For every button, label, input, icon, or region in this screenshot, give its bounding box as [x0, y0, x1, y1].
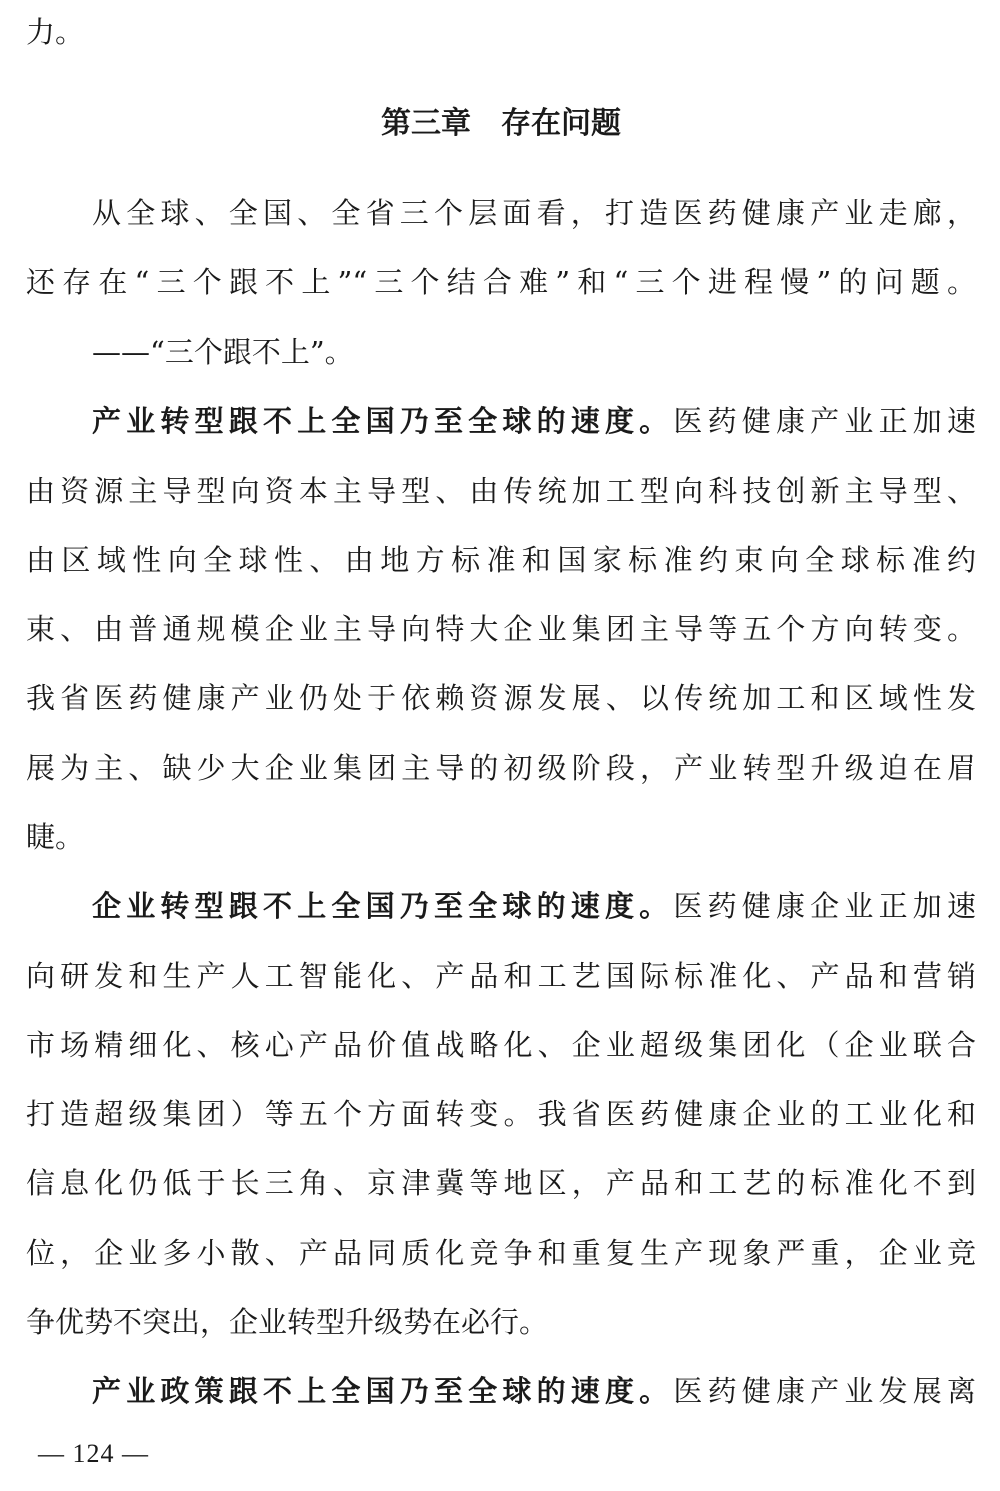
chapter-title: 第三章 存在问题 — [381, 106, 621, 141]
para2-bold-lead: 企业转型跟不上全国乃至全球的速度。 — [92, 889, 674, 923]
para1-line-4: 束、由普通规模企业主导向特大企业集团主导等五个方向转变。 — [26, 612, 976, 646]
para1-line-7: 睫。 — [26, 820, 85, 854]
para2-line-4: 打造超级集团）等五个方面转变。我省医药健康企业的工业化和 — [26, 1097, 976, 1131]
para2-line-3: 市场精细化、核心产品价值战略化、企业超级集团化（企业联合 — [26, 1028, 976, 1062]
document-page — [26, 0, 976, 1491]
top-fragment-line: 力。 — [26, 15, 85, 49]
para2-line-7: 争优势不突出，企业转型升级势在必行。 — [26, 1305, 549, 1339]
para2-line-2: 向研发和生产人工智能化、产品和工艺国际标准化、产品和营销 — [26, 959, 976, 993]
para2-line-1-rest: 医药健康企业正加速 — [673, 889, 976, 923]
para1-bold-lead: 产业转型跟不上全国乃至全球的速度。 — [92, 404, 674, 438]
section-heading: ——“三个跟不上”。 — [92, 335, 354, 369]
para2-line-5: 信息化仍低于长三角、京津冀等地区，产品和工艺的标准化不到 — [26, 1166, 976, 1200]
para2-line-1 — [26, 886, 976, 926]
para1-line-1 — [26, 401, 976, 441]
intro-line-2: 还存在“三个跟不上”“三个结合难”和“三个进程慢”的问题。 — [26, 265, 976, 299]
intro-line-1: 从全球、全国、全省三个层面看，打造医药健康产业走廊， — [92, 196, 976, 230]
para3-line-1 — [26, 1371, 976, 1411]
para1-line-2: 由资源主导型向资本主导型、由传统加工型向科技创新主导型、 — [26, 474, 976, 508]
page-number: — 124 — — [38, 1439, 149, 1468]
para1-line-5: 我省医药健康产业仍处于依赖资源发展、以传统加工和区域性发 — [26, 681, 976, 715]
para1-line-6: 展为主、缺少大企业集团主导的初级阶段，产业转型升级迫在眉 — [26, 751, 976, 785]
para1-line-3: 由区域性向全球性、由地方标准和国家标准约束向全球标准约 — [26, 543, 976, 577]
para3-line-1-rest: 医药健康产业发展离 — [673, 1374, 976, 1408]
para3-bold-lead: 产业政策跟不上全国乃至全球的速度。 — [92, 1374, 674, 1408]
para1-line-1-rest: 医药健康产业正加速 — [673, 404, 976, 438]
para2-line-6: 位，企业多小散、产品同质化竞争和重复生产现象严重，企业竞 — [26, 1236, 976, 1270]
